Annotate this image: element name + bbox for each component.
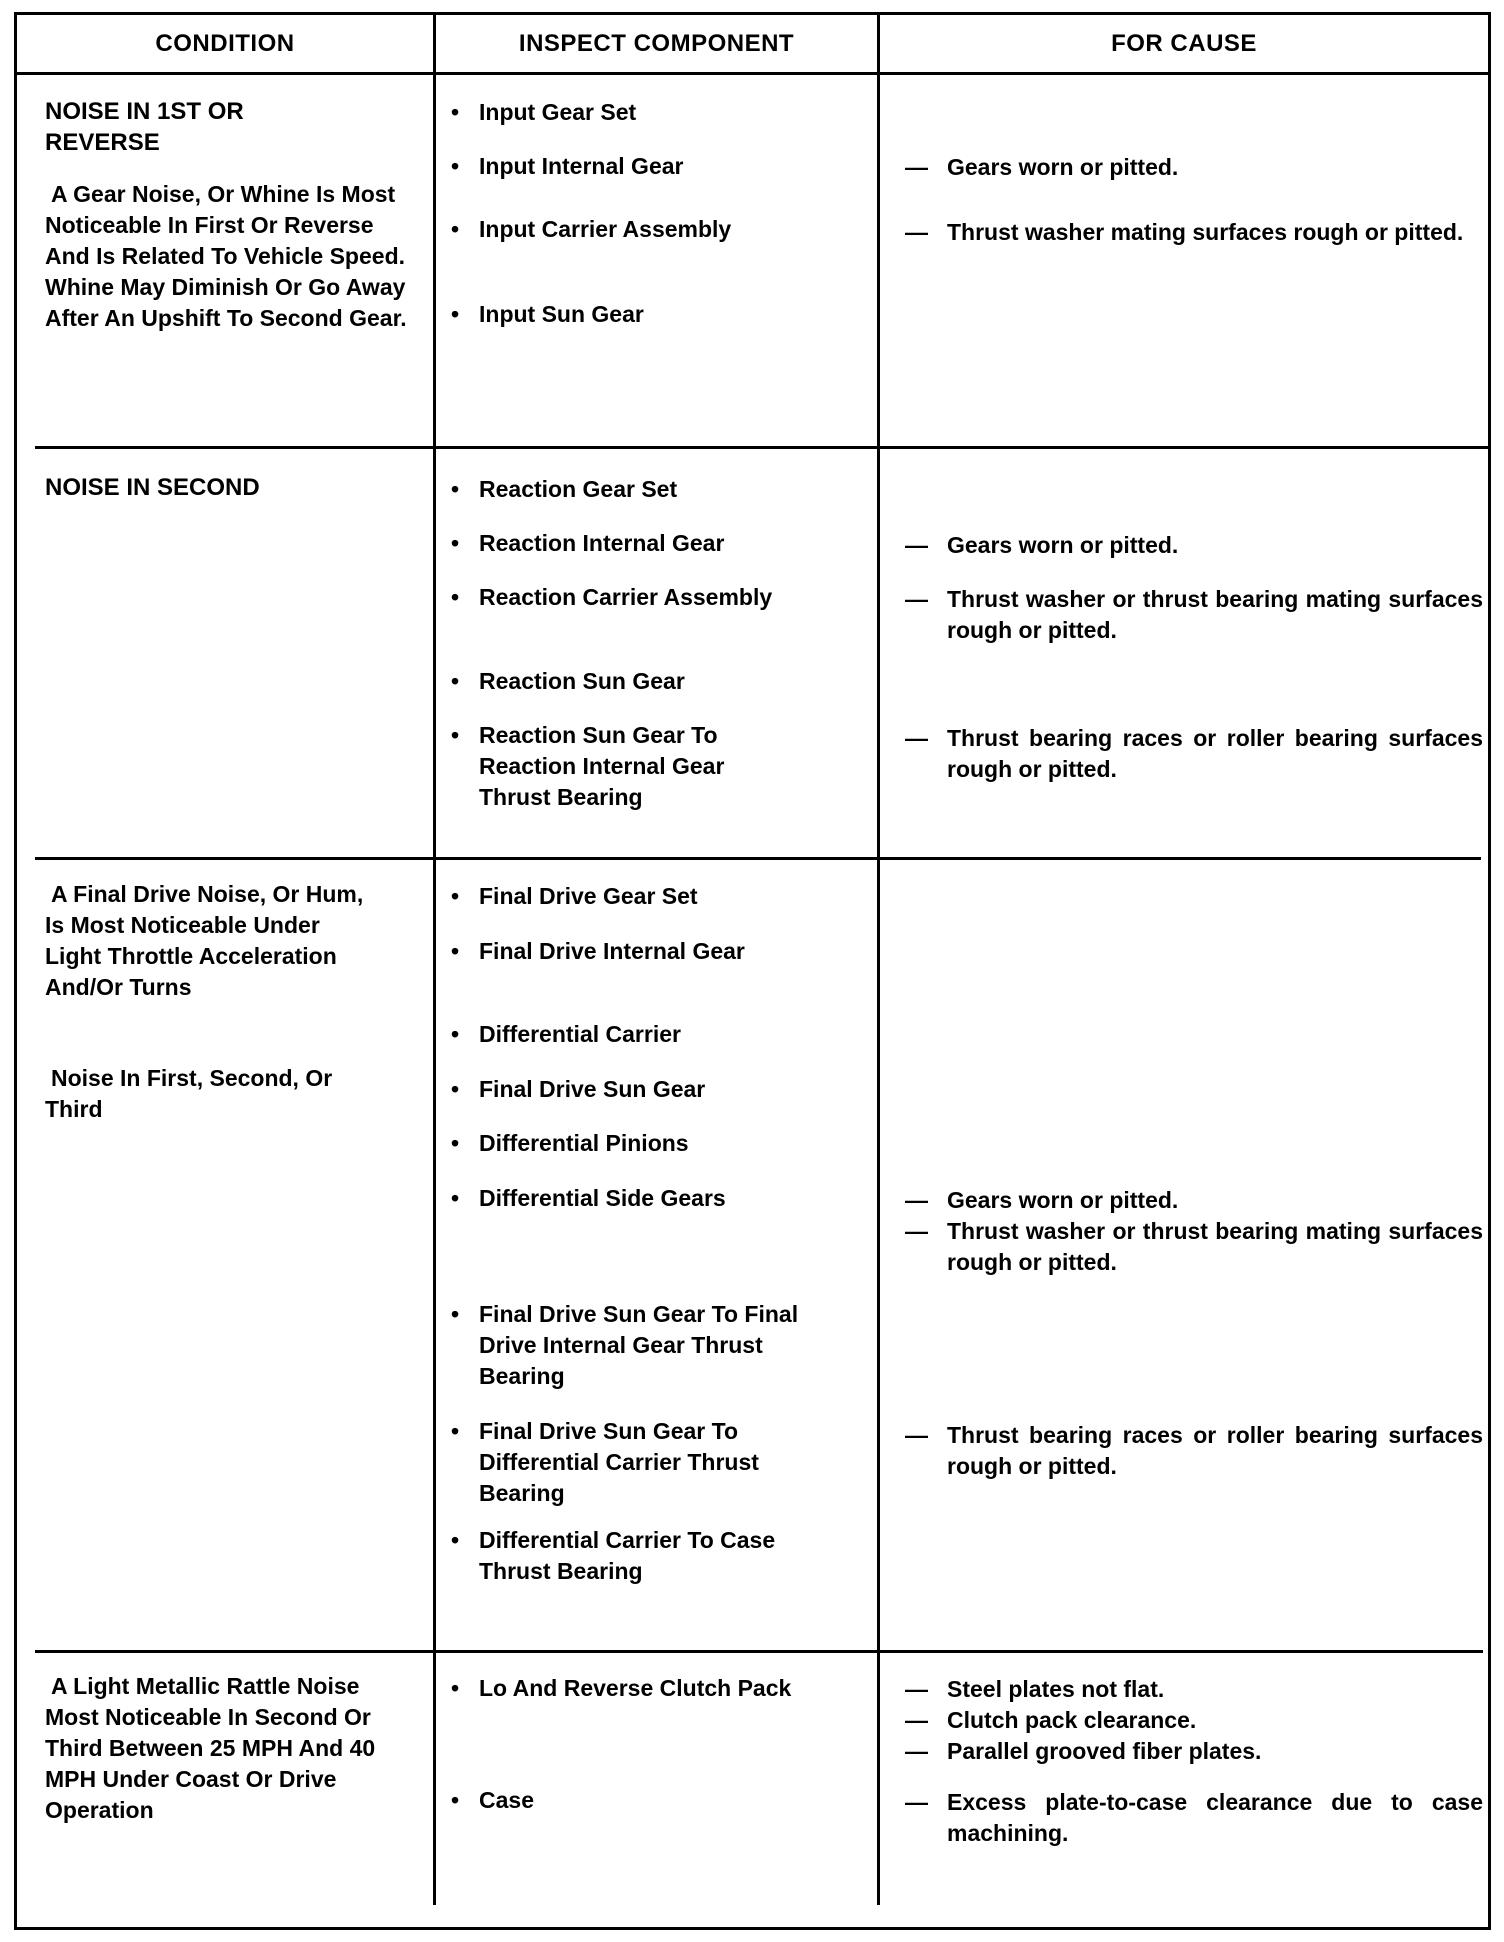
component-item: • Input Internal Gear: [451, 153, 684, 179]
condition-description: A Final Drive Noise, Or Hum, Is Most Noticeable Under Light Throttle Acceleration And/Or Turns: [45, 881, 364, 1000]
condition-description-2: Noise In First, Second, Or Third: [45, 1065, 333, 1122]
component-item: • Case: [451, 1787, 534, 1813]
cause-item: — Thrust washer or thrust bearing mating surfaces rough or pitted.: [905, 586, 1483, 643]
header-condition: CONDITION: [155, 30, 295, 57]
component-item: • Final Drive Internal Gear: [451, 938, 745, 964]
condition-description: A Light Metallic Rattle Noise Most Noticeable In Second Or Third Between 25 MPH And 40 MPH Under Coast Or Drive Operation: [45, 1673, 376, 1823]
component-item: • Reaction Internal Gear: [451, 530, 725, 556]
troubleshooting-table: [14, 12, 1491, 1930]
cause-item: — Clutch pack clearance.: [905, 1707, 1197, 1733]
component-item: • Final Drive Gear Set: [451, 883, 698, 909]
component-item: • Differential Side Gears: [451, 1185, 726, 1211]
component-item: • Final Drive Sun Gear To Final Drive Internal Gear Thrust Bearing: [451, 1301, 799, 1389]
component-item: • Lo And Reverse Clutch Pack: [451, 1675, 792, 1701]
component-item: • Input Gear Set: [451, 99, 637, 125]
component-item: • Input Carrier Assembly: [451, 216, 732, 242]
component-item: • Input Sun Gear: [451, 301, 644, 327]
cause-item: — Steel plates not flat.: [905, 1676, 1165, 1702]
cause-item: — Gears worn or pitted.: [905, 532, 1179, 558]
component-item: • Differential Pinions: [451, 1130, 689, 1156]
component-item: • Differential Carrier: [451, 1021, 681, 1047]
row-divider-2: [35, 857, 1481, 860]
cause-item: — Gears worn or pitted.: [905, 1187, 1179, 1213]
column-divider-1: [433, 15, 436, 1905]
condition-title: NOISE IN SECOND: [45, 474, 260, 501]
component-item: • Reaction Sun Gear To Reaction Internal Gear Thrust Bearing: [451, 722, 725, 810]
cause-item: — Excess plate-to-case clearance due to case machining.: [905, 1789, 1483, 1846]
cause-item: — Parallel grooved fiber plates.: [905, 1738, 1262, 1764]
cause-item: — Thrust bearing races or roller bearing surfaces rough or pitted.: [905, 1422, 1483, 1479]
cause-item: — Thrust washer mating surfaces rough or pitted.: [905, 219, 1464, 245]
row-divider-1: [35, 446, 1488, 449]
condition-title: NOISE IN 1ST OR REVERSE: [45, 98, 244, 156]
cause-item: — Thrust washer or thrust bearing mating surfaces rough or pitted.: [905, 1218, 1483, 1275]
component-item: • Reaction Carrier Assembly: [451, 584, 773, 610]
component-item: • Reaction Gear Set: [451, 476, 678, 502]
component-item: • Final Drive Sun Gear: [451, 1076, 706, 1102]
cause-item: — Gears worn or pitted.: [905, 154, 1179, 180]
component-item: • Reaction Sun Gear: [451, 668, 685, 694]
component-item: • Differential Carrier To Case Thrust Bearing: [451, 1527, 776, 1584]
header-for-cause: FOR CAUSE: [1111, 30, 1257, 57]
header-inspect-component: INSPECT COMPONENT: [518, 30, 795, 57]
cause-item: — Thrust bearing races or roller bearing surfaces rough or pitted.: [905, 725, 1483, 782]
condition-description: A Gear Noise, Or Whine Is Most Noticeable In First Or Reverse And Is Related To Vehicle Speed. Whine May Diminish Or Go Away After An Upshift To Second Gear.: [45, 181, 407, 331]
component-item: • Final Drive Sun Gear To Differential Carrier Thrust Bearing: [451, 1418, 759, 1506]
row-divider-3: [35, 1650, 1483, 1653]
